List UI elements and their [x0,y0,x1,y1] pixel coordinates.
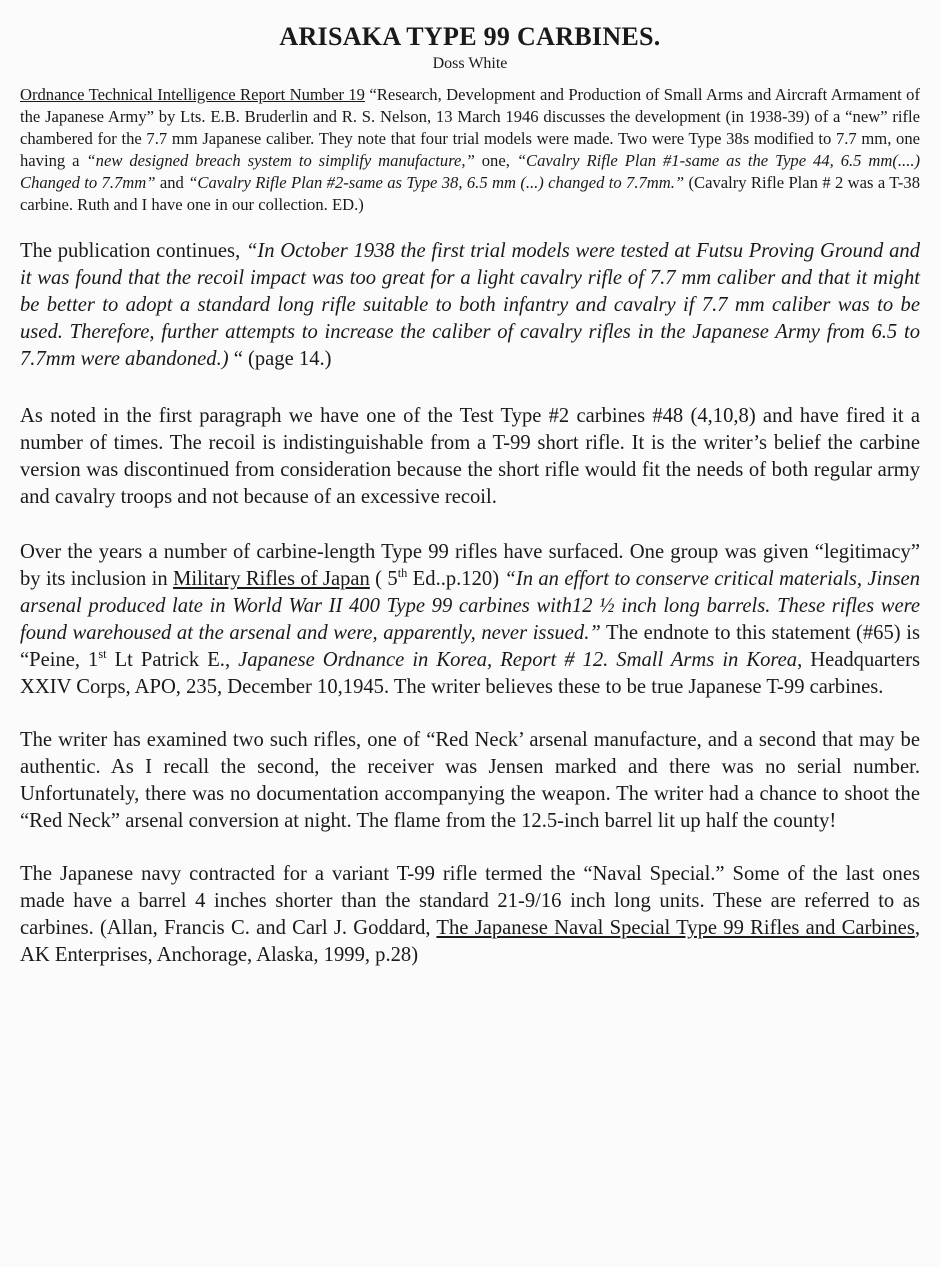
paragraph-3: As noted in the first paragraph we have one of the Test Type #2 carbines #48 (4,10,8) and have fired it a number of times. The recoil is indistinguishable from a T-99 short rifle. It is the writer’s belief the carbine version was discontinued from consideration because the short rifle would fit the needs of both regular army and cavalry troops and not because of an excessive recoil. [20,405,920,508]
book-title-military-rifles: Military Rifles of Japan [173,568,370,590]
paragraph-5: The writer has examined two such rifles, one of “Red Neck’ arsenal manufacture, and a second that may be authentic. As I recall the second, the receiver was Jensen marked and there was no serial number. Unfortunately, there was no documentation accompanying the weapon. The writer had a chance to shoot the “Red Neck” arsenal conversion at night. The flame from the 12.5-inch barrel lit up half the county! [20,729,920,832]
paragraph-2: The publication continues, “In October 1938 the first trial models were tested at Futsu Proving Ground and it was found that the recoil impact was too great for a light cavalry rifle of 7.7 mm caliber and that it might be better to adopt a standard long rifle suitable to both infantry and cavalry if 7.7 mm caliber was to be used. Therefore, further attempts to increase the caliber of cavalry rifles in the Japanese Army from 6.5 to 7.7mm were abandoned.) “ (page 14.) [20,240,920,370]
article-title: ARISAKA TYPE 99 CARBINES. [279,22,661,51]
paragraph-4: Over the years a number of carbine-length Type 99 rifles have surfaced. One group was given “legitimacy” by its inclusion in Military Rifles of Japan ( 5th Ed..p.120) “In an effort to conserve critical materials, Jinsen arsenal produced late in World War II 400 Type 99 carbines with12 ½ inch long barrels. These rifles were found warehoused at the arsenal and were, apparently, never issued.” The endnote to this statement (#65) is “Peine, 1st Lt Patrick E., Japanese Ordnance in Korea, Report # 12. Small Arms in Korea, Headquarters XXIV Corps, APO, 235, December 10,1945. The writer believes these to be true Japanese T-99 carbines. [20,541,920,698]
article-author: Doss White [432,55,508,72]
book-title-naval-special: The Japanese Naval Special Type 99 Rifles and Carbines [436,917,915,939]
paragraph-6: The Japanese navy contracted for a variant T-99 rifle termed the “Naval Special.” Some of the last ones made have a barrel 4 inches shorter than the standard 21-9/16 inch long units. These are referred to as carbines. (Allan, Francis C. and Carl J. Goddard, The Japanese Naval Special Type 99 Rifles and Carbines, AK Enterprises, Anchorage, Alaska, 1999, p.28) [20,863,920,966]
article [20,22,920,969]
paragraph-1: Ordnance Technical Intelligence Report Number 19 “Research, Development and Production of Small Arms and Aircraft Armament of the Japanese Army” by Lts. E.B. Bruderlin and R. S. Nelson, 13 March 1946 discusses the development (in 1938-39) of a “new” rifle chambered for the 7.7 mm Japanese caliber. They note that four trial models were made. Two were Type 38s modified to 7.7 mm, one having a “new designed breach system to simplify manufacture,” one, “Cavalry Rifle Plan #1-same as the Type 44, 6.5 mm(....) Changed to 7.7mm” and “Cavalry Rifle Plan #2-same as Type 38, 6.5 mm (...) changed to 7.7mm.” (Cavalry Rifle Plan # 2 was a T-38 carbine. Ruth and I have one in our collection. ED.) [20,85,921,214]
report-reference: Ordnance Technical Intelligence Report Number 19 [20,85,365,104]
